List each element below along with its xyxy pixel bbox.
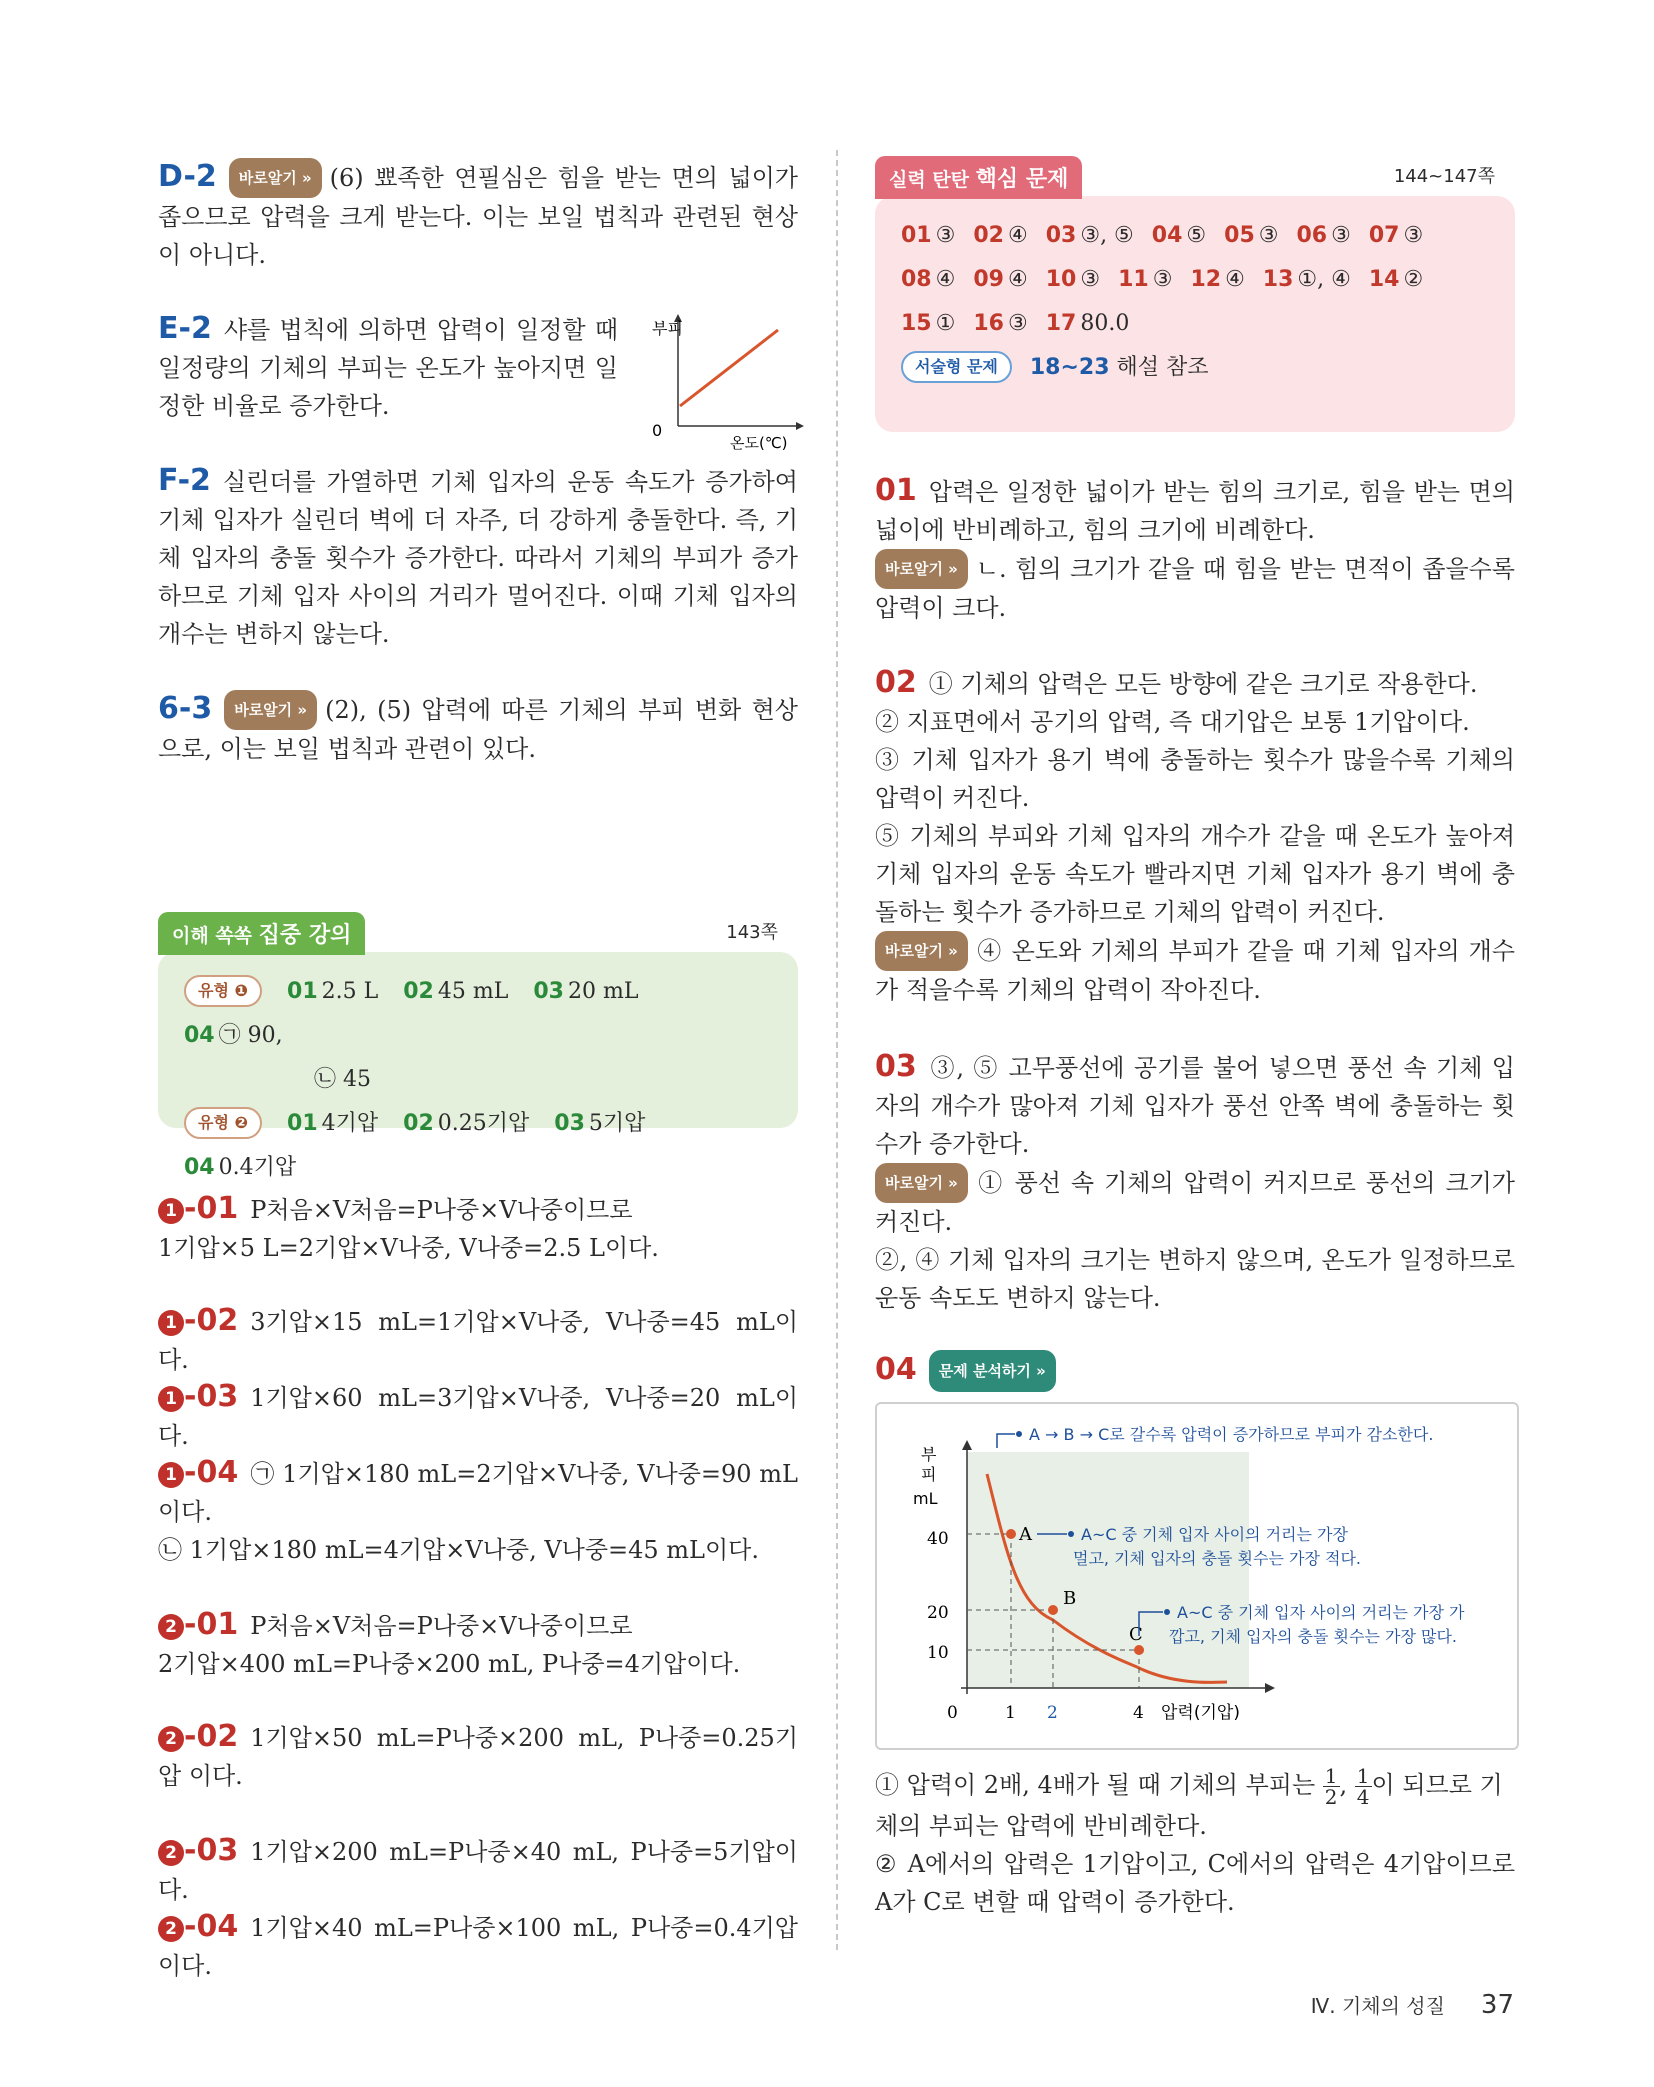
charles-law-graph bbox=[648, 310, 808, 450]
answer-6-3 bbox=[158, 690, 798, 768]
y-axis-label: 부피 bbox=[652, 319, 683, 338]
core-answer-number: 10 bbox=[1045, 267, 1077, 292]
frac2-den: 4 bbox=[1356, 1785, 1370, 1809]
q03-text: ③, ⑤ 고무풍선에 공기를 불어 넣으면 풍선 속 기체 입자의 개수가 많아져 기체 입자가 풍선 안쪽 벽에 충돌하는 횟수가 증가한다. bbox=[875, 1054, 1515, 1158]
type1-continuation: ㉡ 45 bbox=[314, 1067, 371, 1092]
solution-3 bbox=[158, 1454, 798, 1569]
solution-number: -01 bbox=[184, 1607, 239, 1642]
q02-line: ⑤ 기체의 부피와 기체 입자의 개수가 같을 때 온도가 높아져 기체 입자의 운동 속도가 빨라지면 기체 입자가 용기 벽에 충돌하는 횟수가 증가하므로 기체의 압력이 커진다. bbox=[875, 822, 1515, 926]
x-tick-1: 1 bbox=[1005, 1703, 1016, 1723]
solution-line1: 1기압×40 mL=P나중×100 mL, P나중=0.4기압이다. bbox=[158, 1914, 798, 1980]
solution-line1: P처음×V처음=P나중×V나중이므로 bbox=[250, 1612, 633, 1640]
core-answer-value: ④ bbox=[935, 267, 956, 292]
core-answer-item bbox=[1118, 258, 1172, 302]
answer-number: E-2 bbox=[158, 311, 212, 346]
core-answer-row bbox=[901, 258, 1489, 302]
solution-number: -04 bbox=[184, 1455, 239, 1490]
item-value: 20 mL bbox=[567, 979, 639, 1004]
note-a-line1: A~C 중 기체 입자 사이의 거리는 가장 bbox=[1081, 1525, 1348, 1544]
q02-line: ② 지표면에서 공기의 압력, 즉 대기압은 보통 1기압이다. bbox=[875, 708, 1470, 736]
type2-row bbox=[184, 1102, 772, 1190]
core-q02 bbox=[875, 664, 1515, 1009]
essay-range: 18~23 bbox=[1029, 355, 1110, 380]
note-c-line2: 깝고, 기체 입자의 충돌 횟수는 가장 많다. bbox=[1169, 1627, 1457, 1646]
solution-line1: 1기압×60 mL=3기압×V나중, V나중=20 mL이다. bbox=[158, 1384, 798, 1450]
analysis-tag: 문제 분석하기 » bbox=[929, 1350, 1056, 1392]
solution-5 bbox=[158, 1718, 798, 1795]
point-b-label: B bbox=[1063, 1588, 1077, 1609]
item-number: 02 bbox=[403, 1111, 434, 1136]
solution-number: -02 bbox=[184, 1719, 239, 1754]
origin-label: 0 bbox=[652, 421, 663, 440]
point-a-label: A bbox=[1019, 1524, 1032, 1545]
item-value: 5기압 bbox=[588, 1111, 646, 1136]
focus-lecture-box bbox=[158, 952, 798, 1180]
core-answer-item bbox=[973, 258, 1027, 302]
note-a-line2: 멀고, 기체 입자의 충돌 횟수는 가장 적다. bbox=[1073, 1549, 1361, 1568]
y-axis-label-3: mL bbox=[913, 1489, 938, 1508]
item-value: 4기압 bbox=[321, 1111, 379, 1136]
core-answer-item bbox=[1190, 258, 1244, 302]
solution-line1: 3기압×15 mL=1기압×V나중, V나중=45 mL이다. bbox=[158, 1308, 798, 1374]
x-axis-label: 압력(기압) bbox=[1161, 1703, 1240, 1723]
essay-label: 서술형 문제 bbox=[901, 351, 1012, 383]
item-number: 04 bbox=[184, 1023, 215, 1048]
solution-number: -03 bbox=[184, 1833, 239, 1868]
y-axis-label-1: 부 bbox=[921, 1445, 937, 1464]
type-circle: 2 bbox=[158, 1614, 184, 1640]
core-answer-number: 17 bbox=[1045, 311, 1077, 336]
core-answer-value: ⑤ bbox=[1186, 223, 1207, 248]
answer-number: D-2 bbox=[158, 159, 217, 194]
y-tick-40: 40 bbox=[927, 1529, 949, 1549]
solution-2 bbox=[158, 1378, 798, 1455]
note-top: A → B → C로 갈수록 압력이 증가하므로 부피가 감소한다. bbox=[1029, 1425, 1434, 1444]
core-q04 bbox=[875, 1350, 1515, 1921]
page-footer bbox=[1311, 1990, 1514, 2020]
core-answer-row bbox=[901, 214, 1489, 258]
header-prefix: 실력 탄탄 bbox=[889, 169, 970, 191]
core-answer-value: ③ bbox=[1080, 267, 1101, 292]
answer-e2 bbox=[158, 310, 618, 425]
core-answer-value: ③ bbox=[935, 223, 956, 248]
page-ref: 143쪽 bbox=[726, 922, 778, 943]
core-answer-item bbox=[1152, 214, 1206, 258]
solution-line2: 1기압×5 L=2기압×V나중, V나중=2.5 L이다. bbox=[158, 1234, 659, 1262]
answer-text: (2), (5) 압력에 따른 기체의 부피 변화 현상으로, 이는 보일 법칙과 관련이 있다. bbox=[158, 696, 798, 763]
core-answer-value: ③, ⑤ bbox=[1080, 223, 1134, 248]
core-answers-box bbox=[875, 196, 1515, 432]
x-tick-2: 2 bbox=[1047, 1703, 1058, 1723]
item-value: 0.4기압 bbox=[218, 1155, 297, 1180]
boyle-law-graph bbox=[875, 1402, 1519, 1750]
q03-note2: ②, ④ 기체 입자의 크기는 변하지 않으며, 온도가 일정하므로 운동 속도도 변하지 않는다. bbox=[875, 1246, 1515, 1312]
solution-number: -04 bbox=[184, 1909, 239, 1944]
frac1-den: 2 bbox=[1324, 1785, 1338, 1809]
point-b-marker bbox=[1048, 1605, 1058, 1615]
question-number: 01 bbox=[875, 473, 917, 508]
core-answer-item bbox=[1297, 214, 1351, 258]
type-circle: 1 bbox=[158, 1462, 184, 1488]
core-answer-number: 05 bbox=[1224, 223, 1255, 248]
core-answer-value: 80.0 bbox=[1080, 311, 1130, 336]
core-answer-item bbox=[1046, 258, 1100, 302]
correction-tag: 바로알기 » bbox=[224, 690, 317, 730]
solution-7 bbox=[158, 1908, 798, 1985]
answer-d2 bbox=[158, 158, 798, 274]
solution-number: -02 bbox=[184, 1303, 239, 1338]
question-number: 03 bbox=[875, 1049, 917, 1084]
q02-note: ④ 온도와 기체의 부피가 같을 때 기체 입자의 개수가 적을수록 기체의 압력이 작아진다. bbox=[875, 937, 1515, 1004]
core-answer-number: 11 bbox=[1118, 267, 1149, 292]
correction-tag: 바로알기 » bbox=[875, 1163, 968, 1203]
q04-line1b: 이 되므로 기 bbox=[1371, 1771, 1503, 1799]
core-problems-section bbox=[875, 156, 1515, 432]
core-answer-rows bbox=[901, 214, 1489, 346]
core-answer-value: ④ bbox=[1225, 267, 1245, 292]
correction-tag: 바로알기 » bbox=[875, 549, 968, 589]
answer-number: F-2 bbox=[158, 463, 211, 498]
frac2-num: 1 bbox=[1356, 1764, 1370, 1788]
core-answer-item bbox=[1369, 258, 1423, 302]
chapter-title: Ⅳ. 기체의 성질 bbox=[1310, 1994, 1445, 2018]
core-answer-item bbox=[973, 302, 1027, 346]
q04-line2: 체의 부피는 압력에 반비례한다. bbox=[875, 1812, 1207, 1840]
item-number: 02 bbox=[403, 979, 434, 1004]
solution-number: -03 bbox=[184, 1379, 239, 1414]
core-answer-number: 15 bbox=[901, 311, 932, 336]
header-title: 핵심 문제 bbox=[975, 167, 1069, 192]
solution-number: -01 bbox=[184, 1191, 239, 1226]
core-q01 bbox=[875, 472, 1515, 627]
x-axis-label: 온도(℃) bbox=[730, 434, 788, 450]
core-answer-number: 14 bbox=[1368, 267, 1400, 292]
essay-row bbox=[901, 346, 1489, 390]
q02-line: ③ 기체 입자가 용기 벽에 충돌하는 횟수가 많을수록 기체의 압력이 커진다. bbox=[875, 746, 1515, 812]
item-value: 2.5 L bbox=[321, 979, 379, 1004]
core-answer-item bbox=[1046, 214, 1134, 258]
note-c-line1: A~C 중 기체 입자 사이의 거리는 가장 가 bbox=[1177, 1603, 1465, 1622]
core-answer-number: 04 bbox=[1151, 223, 1183, 248]
type1-row bbox=[184, 970, 772, 1102]
q03-note: ① 풍선 속 기체의 압력이 커지므로 풍선의 크기가 커진다. bbox=[875, 1169, 1515, 1236]
solution-4 bbox=[158, 1606, 798, 1683]
q04-line3: ② A에서의 압력은 1기압이고, C에서의 압력은 4기압이므로 A가 C로 변할 때 압력이 증가한다. bbox=[875, 1850, 1515, 1916]
column-divider bbox=[836, 150, 838, 1950]
core-answer-number: 13 bbox=[1262, 267, 1294, 292]
y-axis-label-2: 피 bbox=[921, 1465, 937, 1484]
y-tick-10: 10 bbox=[927, 1643, 949, 1663]
item-number: 03 bbox=[554, 1111, 585, 1136]
item-number: 03 bbox=[533, 979, 564, 1004]
core-answer-value: ① bbox=[935, 311, 956, 336]
item-number: 04 bbox=[184, 1155, 215, 1180]
answer-text: (6) 뾰족한 연필심은 힘을 받는 면의 넓이가 좁으므로 압력을 크게 받는다. 이는 보일 법칙과 관련된 현상이 아니다. bbox=[158, 164, 798, 269]
answer-number: 6-3 bbox=[158, 691, 213, 726]
type1-label: 유형 ❶ bbox=[184, 975, 262, 1007]
q04-line1a: ① 압력이 2배, 4배가 될 때 기체의 부피는 bbox=[875, 1771, 1316, 1799]
header-prefix: 이해 쏙쏙 bbox=[172, 925, 253, 947]
core-answer-value: ③ bbox=[1152, 267, 1173, 292]
point-c-marker bbox=[1134, 1645, 1144, 1655]
core-answer-number: 03 bbox=[1045, 223, 1077, 248]
answer-text: 샤를 법칙에 의하면 압력이 일정할 때 일정량의 기체의 부피는 온도가 높아지면 일정한 비율로 증가한다. bbox=[158, 316, 618, 420]
core-answer-value: ② bbox=[1403, 267, 1424, 292]
core-q03 bbox=[875, 1048, 1515, 1317]
core-answer-value: ③ bbox=[1403, 223, 1424, 248]
x-tick-0: 0 bbox=[947, 1703, 958, 1723]
solution-line2: ㉡ 1기압×180 mL=4기압×V나중, V나중=45 mL이다. bbox=[158, 1536, 759, 1564]
x-tick-4: 4 bbox=[1133, 1703, 1144, 1723]
type-circle: 1 bbox=[158, 1198, 184, 1224]
core-answer-number: 12 bbox=[1190, 267, 1222, 292]
core-answer-item bbox=[901, 214, 955, 258]
y-tick-20: 20 bbox=[927, 1603, 949, 1623]
core-answer-value: ③ bbox=[1007, 311, 1028, 336]
type-circle: 1 bbox=[158, 1386, 184, 1412]
core-answer-item bbox=[1046, 302, 1130, 346]
type-circle: 2 bbox=[158, 1840, 184, 1866]
item-value: ㉠ 90, bbox=[218, 1023, 283, 1048]
volume-line bbox=[680, 330, 778, 406]
core-answer-value: ④ bbox=[1007, 223, 1028, 248]
core-answer-number: 07 bbox=[1368, 223, 1400, 248]
page-ref: 144~147쪽 bbox=[1393, 166, 1495, 187]
core-answer-number: 09 bbox=[973, 267, 1004, 292]
type2-label: 유형 ❷ bbox=[184, 1107, 262, 1139]
focus-lecture-header bbox=[158, 912, 365, 955]
core-answer-number: 16 bbox=[973, 311, 1004, 336]
question-number: 02 bbox=[875, 665, 917, 700]
core-answer-item bbox=[901, 302, 955, 346]
core-answer-item bbox=[1263, 258, 1351, 302]
solution-line2: 2기압×400 mL=P나중×200 mL, P나중=4기압이다. bbox=[158, 1650, 741, 1678]
core-answer-row bbox=[901, 302, 1489, 346]
page-number: 37 bbox=[1480, 1990, 1514, 2020]
essay-text: 해설 참조 bbox=[1116, 355, 1209, 380]
core-answer-item bbox=[901, 258, 955, 302]
core-answer-value: ③ bbox=[1331, 223, 1351, 248]
q01-note: ㄴ. 힘의 크기가 같을 때 힘을 받는 면적이 좁을수록 압력이 크다. bbox=[875, 555, 1515, 622]
header-title: 집중 강의 bbox=[258, 923, 352, 948]
question-number: 04 bbox=[875, 1352, 917, 1387]
correction-tag: 바로알기 » bbox=[875, 931, 968, 971]
core-answer-value: ③ bbox=[1258, 223, 1279, 248]
point-a-marker bbox=[1006, 1529, 1016, 1539]
correction-tag: 바로알기 » bbox=[229, 158, 322, 198]
core-answer-item bbox=[1224, 214, 1278, 258]
core-answer-number: 01 bbox=[901, 223, 932, 248]
item-value: 45 mL bbox=[437, 979, 509, 1004]
q01-text: 압력은 일정한 넓이가 받는 힘의 크기로, 힘을 받는 면의 넓이에 반비례하고, 힘의 크기에 비례한다. bbox=[875, 478, 1515, 544]
solution-1 bbox=[158, 1302, 798, 1379]
solution-6 bbox=[158, 1832, 798, 1909]
focus-lecture-section bbox=[158, 912, 798, 1180]
solution-line1: 1기압×200 mL=P나중×40 mL, P나중=5기압이다. bbox=[158, 1838, 798, 1904]
core-answer-number: 06 bbox=[1296, 223, 1328, 248]
solution-0 bbox=[158, 1190, 798, 1267]
solution-line1: ㉠ 1기압×180 mL=2기압×V나중, V나중=90 mL 이다. bbox=[158, 1460, 798, 1526]
frac1-num: 1 bbox=[1324, 1764, 1338, 1788]
item-number: 01 bbox=[287, 1111, 318, 1136]
solution-line1: P처음×V처음=P나중×V나중이므로 bbox=[250, 1196, 633, 1224]
core-answer-item bbox=[1369, 214, 1423, 258]
core-answer-value: ①, ④ bbox=[1297, 267, 1351, 292]
q02-line: ① 기체의 압력은 모든 방향에 같은 크기로 작용한다. bbox=[928, 670, 1478, 698]
type-circle: 2 bbox=[158, 1916, 184, 1942]
item-number: 01 bbox=[287, 979, 318, 1004]
core-answer-value: ④ bbox=[1007, 267, 1028, 292]
type-circle: 1 bbox=[158, 1310, 184, 1336]
type-circle: 2 bbox=[158, 1726, 184, 1752]
core-answer-number: 02 bbox=[973, 223, 1004, 248]
answer-f2 bbox=[158, 462, 798, 653]
core-answer-number: 08 bbox=[901, 267, 932, 292]
core-answer-item bbox=[973, 214, 1027, 258]
item-value: 0.25기압 bbox=[437, 1111, 530, 1136]
answer-text: 실린더를 가열하면 기체 입자의 운동 속도가 증가하여 기체 입자가 실린더 벽에 더 자주, 더 강하게 충돌한다. 즉, 기체 입자의 충돌 횟수가 증가한다. 따라서 기체의 부피가 증가하므로 기체 입자 사이의 거리가 멀어진다. 이때 기체 입자의 개수는 변하지 않는다. bbox=[158, 468, 798, 648]
q04-explanation: ① 압력이 2배, 4배가 될 때 기체의 부피는 $\frac{1}{2}$, $\frac{1}{4}$이 되므로 기 체의 부피는 압력에 반비례한다. ② A에서의 압력은 1기압이고, C에서의 압력은 4기압이므로 A가 C로 변할 때 압력이 증가한다. bbox=[875, 1764, 1515, 1916]
solution-line1: 1기압×50 mL=P나중×200 mL, P나중=0.25기압 이다. bbox=[158, 1724, 798, 1790]
core-problems-header bbox=[875, 156, 1082, 199]
point-c-label: C bbox=[1129, 1624, 1143, 1645]
